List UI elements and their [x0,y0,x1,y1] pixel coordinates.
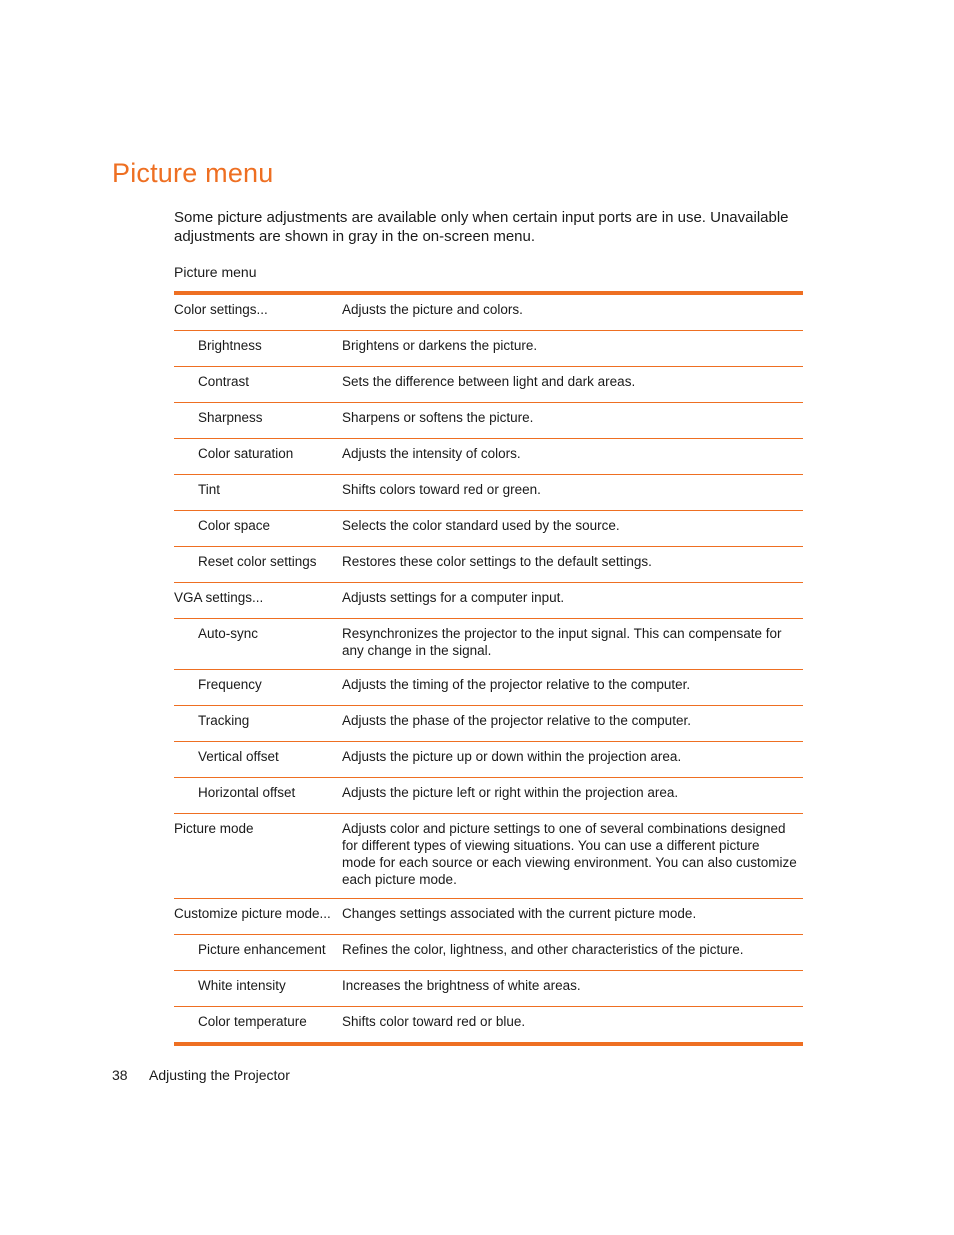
table-row [174,403,803,439]
row-label: Frequency [198,677,262,692]
row-label: Contrast [198,374,250,389]
row-description: Refines the color, lightness, and other characteristics of the picture. [342,942,744,957]
row-label: Tint [198,482,221,497]
row-label: Reset color settings [198,554,317,569]
row-description: Selects the color standard used by the source. [342,518,620,533]
row-description: Restores these color settings to the default settings. [342,554,652,569]
row-label: Customize picture mode... [174,906,331,921]
row-description: Adjusts color and picture settings to one of several combinations designed for different types of viewing situations. You can use a different picture mode for each source or each viewing environment. You can also customize each picture mode. [342,821,797,887]
page-number: 38 [112,1067,128,1083]
row-description: Adjusts the picture up or down within the projection area. [342,749,682,764]
table-row [174,1007,803,1042]
row-label: Color temperature [198,1014,307,1029]
table-row [174,439,803,475]
row-description: Shifts colors toward red or green. [342,482,541,497]
table-row [174,583,803,619]
table-row [174,899,803,935]
row-label: White intensity [198,978,286,993]
row-description: Changes settings associated with the current picture mode. [342,906,697,921]
row-description: Sharpens or softens the picture. [342,410,534,425]
row-description: Brightens or darkens the picture. [342,338,538,353]
table-row [174,935,803,971]
row-label: Color space [198,518,271,533]
row-description: Shifts color toward red or blue. [342,1014,526,1029]
table-row [174,331,803,367]
row-description: Adjusts the timing of the projector relative to the computer. [342,677,691,692]
row-label: Sharpness [198,410,263,425]
row-label: Color settings... [174,302,268,317]
footer-section-title: Adjusting the Projector [149,1067,290,1083]
table-row [174,475,803,511]
table-row [174,670,803,706]
row-label: VGA settings... [174,590,264,605]
row-label: Color saturation [198,446,294,461]
table-caption: Picture menu [174,264,257,280]
row-description: Sets the difference between light and dark areas. [342,374,636,389]
table-row [174,814,803,899]
row-description: Adjusts the picture and colors. [342,302,523,317]
table-row [174,295,803,331]
table-row [174,742,803,778]
table-row [174,971,803,1007]
row-label: Horizontal offset [198,785,296,800]
intro-paragraph: Some picture adjustments are available only when certain input ports are in use. Unavailable adjustments are shown in gray in the on-screen menu. [174,209,789,245]
table-row [174,511,803,547]
table-row [174,778,803,814]
row-label: Tracking [198,713,250,728]
picture-menu-table [174,291,803,1046]
table-row [174,619,803,670]
row-description: Resynchronizes the projector to the input signal. This can compensate for any change in the signal. [342,626,782,658]
row-label: Brightness [198,338,262,353]
row-description: Increases the brightness of white areas. [342,978,581,993]
page-title: Picture menu [112,158,274,188]
row-label: Auto-sync [198,626,259,641]
row-label: Picture enhancement [198,942,326,957]
row-label: Vertical offset [198,749,279,764]
row-description: Adjusts settings for a computer input. [342,590,565,605]
row-description: Adjusts the phase of the projector relative to the computer. [342,713,691,728]
table-row [174,706,803,742]
table-row [174,547,803,583]
row-description: Adjusts the intensity of colors. [342,446,521,461]
row-description: Adjusts the picture left or right within the projection area. [342,785,679,800]
table-row [174,367,803,403]
page-footer [112,1067,290,1083]
row-label: Picture mode [174,821,254,836]
